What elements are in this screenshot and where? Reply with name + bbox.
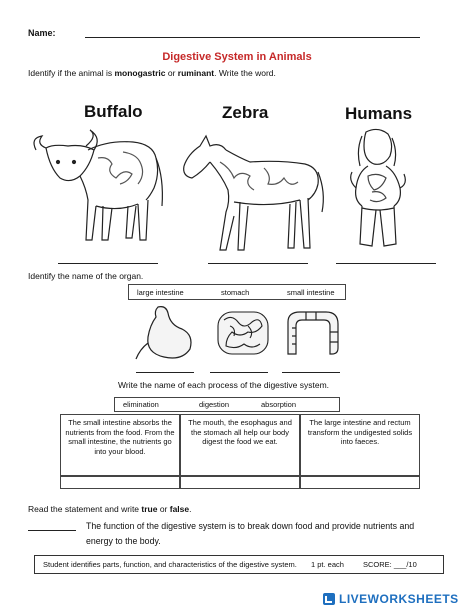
score-label: SCORE: ___/10 [363, 560, 417, 569]
section1-instruction: Identify if the animal is monogastric or ruminant. Write the word. [28, 68, 276, 78]
process-card-1: The small intestine absorbs the nutrients from the food. From the small intestine, the nutrients go into your blood. [60, 414, 180, 476]
answer-box-process2[interactable] [180, 476, 300, 489]
rubric-points: 1 pt. each [311, 560, 344, 569]
name-label: Name: [28, 28, 56, 38]
word-bank-item: small intestine [287, 287, 335, 297]
word-bank-item: stomach [221, 287, 250, 297]
process-word-bank [114, 397, 340, 412]
zebra-drawing-icon [180, 132, 330, 257]
answer-line-zebra[interactable] [208, 263, 308, 264]
page-title: Digestive System in Animals [162, 51, 312, 63]
animal-label-zebra: Zebra [222, 103, 269, 122]
answer-line-buffalo[interactable] [58, 263, 158, 264]
organ-word-bank [128, 284, 346, 300]
answer-line-organ1[interactable] [136, 372, 194, 373]
answer-box-process1[interactable] [60, 476, 180, 489]
brand-logo-text: LIVEWORKSHEETS [339, 592, 459, 606]
word-bank-item: large intestine [137, 287, 184, 297]
word-bank-item: digestion [199, 400, 230, 409]
answer-line-humans[interactable] [336, 263, 436, 264]
section3-instruction: Write the name of each process of the digestive system. [118, 380, 330, 390]
name-line[interactable] [85, 37, 420, 38]
animal-label-humans: Humans [345, 104, 413, 123]
small-intestine-icon [212, 304, 274, 362]
human-drawing-icon [338, 126, 418, 256]
section2-instruction: Identify the name of the organ. [28, 271, 144, 281]
brand-logo [322, 592, 459, 606]
word-bank-item: elimination [123, 400, 159, 409]
process-card-2: The mouth, the esophagus and the stomach all help our body digest the food we eat. [180, 414, 300, 476]
section4-instruction: Read the statement and write true or false. [28, 504, 192, 514]
process-card-3: The large intestine and rectum transform the undigested solids into faeces. [300, 414, 420, 476]
stomach-icon [130, 303, 200, 363]
statement-line-2: energy to the body. [86, 536, 161, 546]
liveworksheets-logo-icon [322, 592, 336, 606]
statement-line-1: The function of the digestive system is to break down food and provide nutrients and [86, 521, 415, 531]
answer-line-organ3[interactable] [282, 372, 340, 373]
buffalo-drawing-icon [28, 128, 168, 253]
rubric-box [34, 555, 444, 574]
answer-box-process3[interactable] [300, 476, 420, 489]
answer-line-organ2[interactable] [210, 372, 268, 373]
animal-label-buffalo: Buffalo [84, 102, 143, 121]
large-intestine-icon [280, 304, 344, 362]
true-false-answer-line[interactable] [28, 530, 76, 531]
word-bank-item: absorption [261, 400, 297, 409]
rubric-criteria: Student identifies parts, function, and characteristics of the digestive system. [43, 560, 297, 569]
